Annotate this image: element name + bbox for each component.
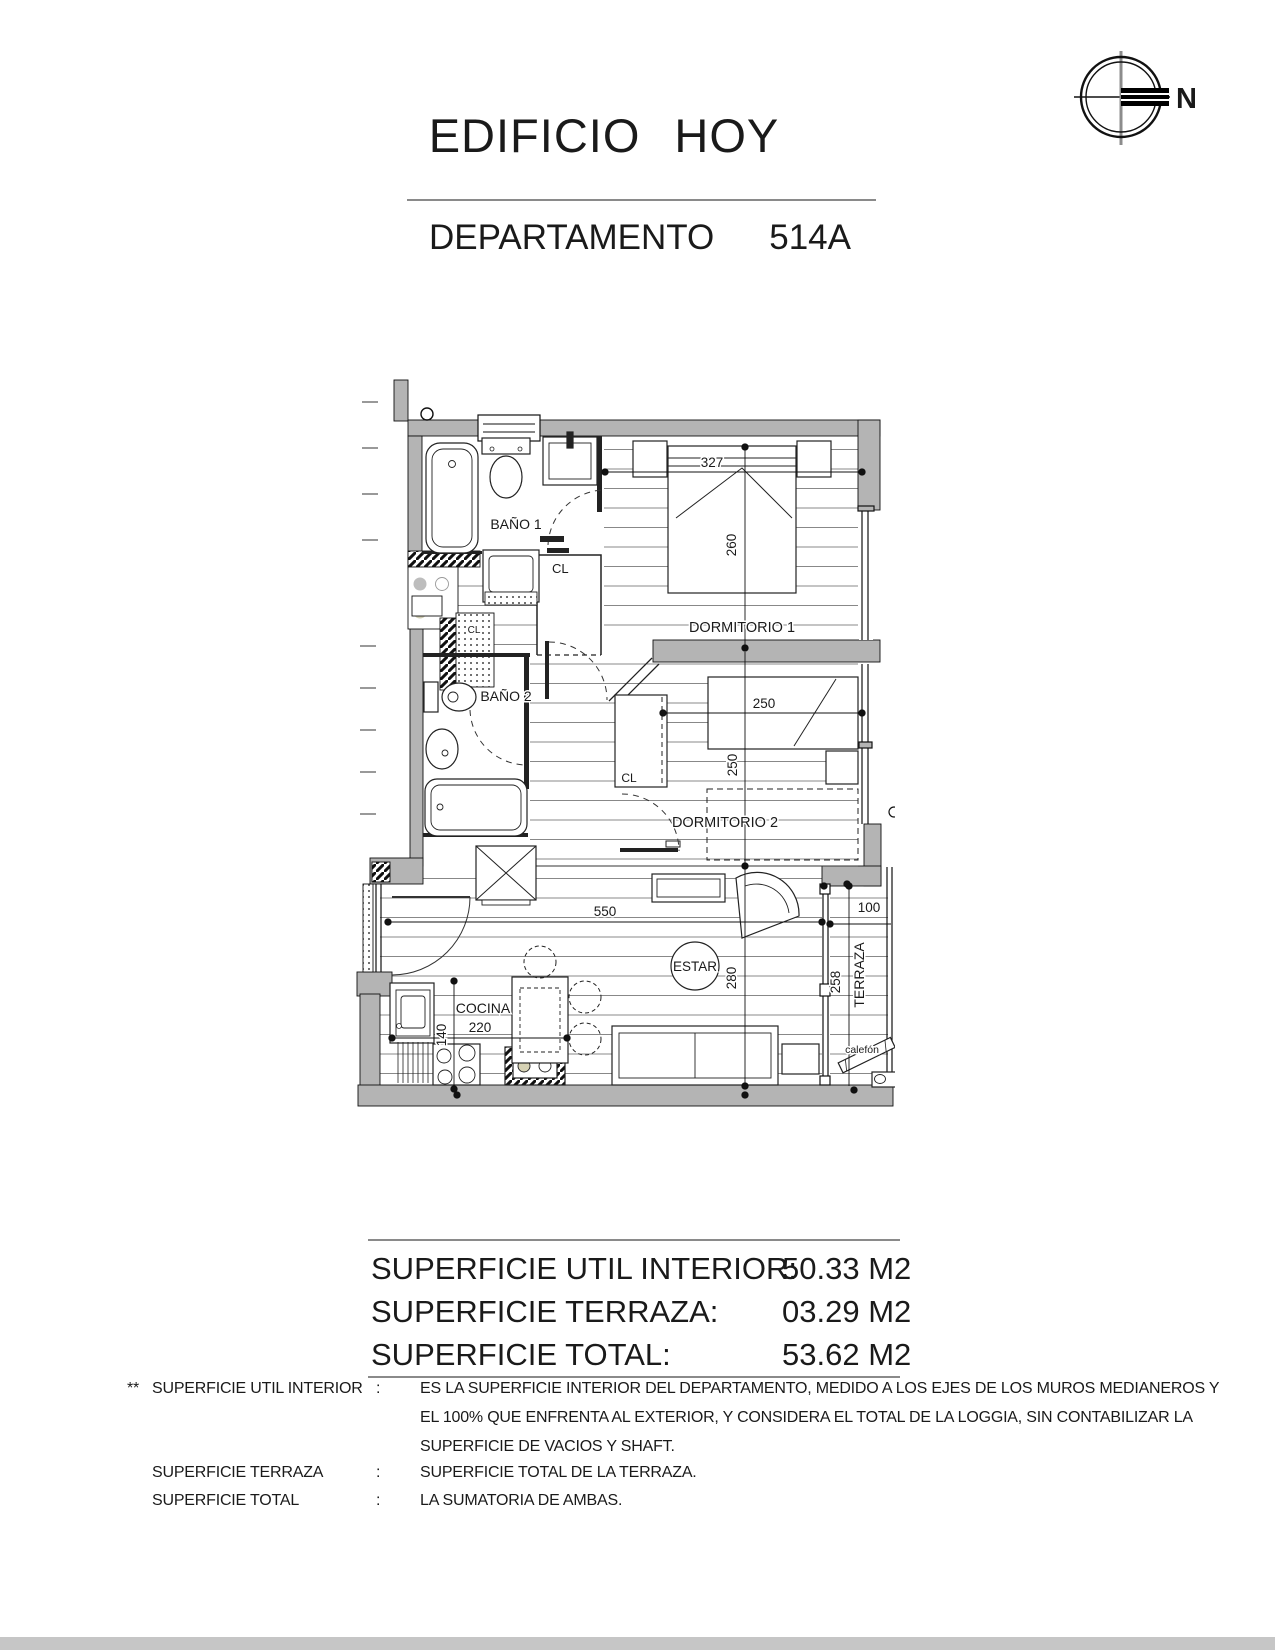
side-table-icon <box>782 1044 819 1074</box>
dim-terraza-width: 100 <box>857 900 881 915</box>
compass-icon <box>1074 51 1170 145</box>
window-dorm2 <box>859 664 872 824</box>
summary-value: 53.62 M2 <box>782 1337 912 1372</box>
dim-terraza-depth: 258 <box>828 970 843 994</box>
summary-row <box>371 1294 718 1330</box>
summary-value: 03.29 M2 <box>782 1294 912 1329</box>
room-label-dorm1: DORMITORIO 1 <box>688 620 796 636</box>
terraza-fixture-icon <box>872 1072 895 1087</box>
summary-label: SUPERFICIE TOTAL: <box>371 1337 671 1372</box>
summary-divider-bottom <box>368 1376 900 1378</box>
room-label-estar: ESTAR <box>672 959 718 974</box>
summary-row <box>371 1251 797 1287</box>
summary-label: SUPERFICIE TERRAZA: <box>371 1294 719 1329</box>
north-label: N <box>1176 83 1197 115</box>
dim-dorm2-depth: 250 <box>725 753 740 777</box>
subtitle-label: DEPARTAMENTO <box>429 218 715 257</box>
room-label-cocina: COCINA <box>455 1000 511 1016</box>
toilet-icon <box>482 438 530 498</box>
dim-cocina-width: 220 <box>468 1020 492 1035</box>
washing-machine-icon <box>483 550 539 605</box>
footnote-definition: LA SUMATORIA DE AMBAS. <box>420 1492 623 1509</box>
footnote-marker: ** <box>127 1380 140 1397</box>
footnote-line: ES LA SUPERFICIE INTERIOR DEL DEPARTAMENTO, MEDIDO A LOS EJES DE LOS MUROS MEDIANEROS Y <box>420 1380 1220 1397</box>
north-indicator <box>1072 48 1272 152</box>
dim-estar-width: 550 <box>593 904 617 919</box>
footnote-separator: : <box>376 1464 381 1481</box>
footnote-line: EL 100% QUE ENFRENTA AL EXTERIOR, Y CONSIDERA EL TOTAL DE LA LOGGIA, SIN CONTABILIZAR LA <box>420 1409 1193 1426</box>
closet-label-shaft: CL <box>467 625 481 636</box>
coffee-table-icon <box>652 874 725 902</box>
closet-label-banio1: CL <box>552 561 569 576</box>
toilet2-icon <box>424 682 476 712</box>
summary-value: 50.33 M2 <box>782 1251 912 1286</box>
dim-cocina-depth: 140 <box>434 1023 449 1047</box>
closet-label-dorm2: CL <box>621 771 637 785</box>
window-dorm1 <box>858 506 874 640</box>
dim-dorm1-width: 327 <box>700 455 724 470</box>
vent-window-icon <box>478 415 540 441</box>
door-banio2 <box>470 710 527 765</box>
dim-dorm1-depth: 260 <box>724 533 739 557</box>
sofa-icon <box>612 1026 778 1085</box>
footnote-term: SUPERFICIE UTIL INTERIOR <box>152 1380 363 1397</box>
dim-dorm2-width: 250 <box>752 696 776 711</box>
footnote-separator: : <box>376 1380 381 1397</box>
bathtub2-icon <box>425 779 527 836</box>
summary-divider-top <box>368 1239 900 1241</box>
room-label-banio2: BAÑO 2 <box>480 688 532 704</box>
room-label-banio1: BAÑO 1 <box>490 516 542 532</box>
sink-icon <box>543 432 597 485</box>
footnote-term: SUPERFICIE TOTAL <box>152 1492 300 1509</box>
footnote-definition: SUPERFICIE TOTAL DE LA TERRAZA. <box>420 1464 697 1481</box>
left-ticks <box>360 402 378 814</box>
floor-plan <box>355 370 895 1115</box>
footnote-definition <box>420 1380 1219 1467</box>
summary-row <box>371 1337 671 1373</box>
summary-label: SUPERFICIE UTIL INTERIOR: <box>371 1251 798 1286</box>
stove-icon <box>433 1044 480 1085</box>
room-label-dorm2: DORMITORIO 2 <box>671 815 779 831</box>
column-marker-icon <box>421 408 433 420</box>
footnote-line: SUPERFICIE DE VACIOS Y SHAFT. <box>420 1438 675 1455</box>
bathtub-icon <box>426 443 478 553</box>
shaft-x-box-icon <box>476 846 536 905</box>
sink2-icon <box>426 729 458 769</box>
door-leaf-corridor <box>545 641 549 699</box>
unit-number: 514A <box>769 218 851 257</box>
footnote-separator: : <box>376 1492 381 1509</box>
calefon-label: calefón <box>845 1044 879 1056</box>
page-footer-bar <box>0 1637 1275 1650</box>
column-marker-icon <box>889 807 895 817</box>
dim-estar-depth: 280 <box>724 966 739 990</box>
door-leaf-dorm2 <box>620 848 678 852</box>
page-title: EDIFICIO HOY <box>428 109 780 162</box>
footnote-term: SUPERFICIE TERRAZA <box>152 1464 324 1481</box>
title-divider <box>407 199 876 201</box>
page-subtitle <box>340 218 940 258</box>
room-label-terraza: TERRAZA <box>851 942 867 1008</box>
